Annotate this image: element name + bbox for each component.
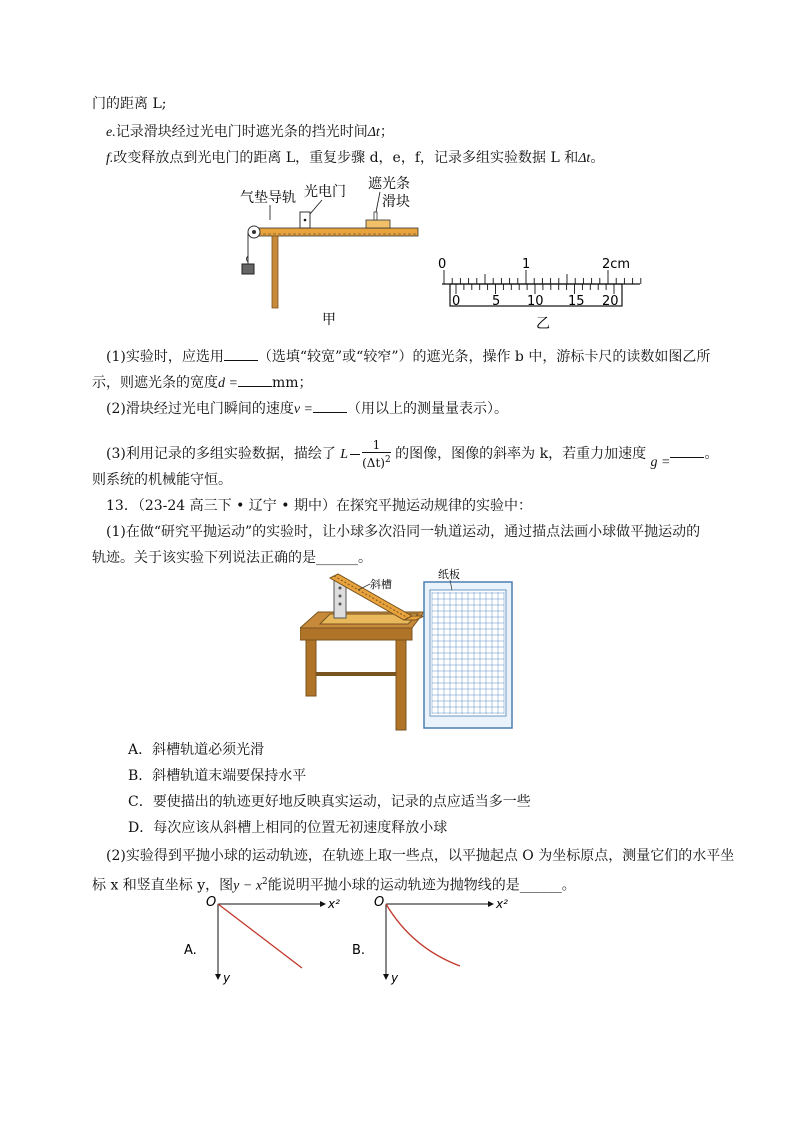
- vernier-caliper: [438, 257, 641, 309]
- figure-air-track-and-vernier: [230, 172, 650, 332]
- step-e-text: 记录滑块经过光电门时遮光条的挡光时间: [115, 124, 368, 140]
- label-paper-board: 纸板: [438, 568, 460, 581]
- graph-b-origin: O: [374, 895, 385, 910]
- option-d[interactable]: [128, 818, 447, 838]
- q12-part3-end: [92, 470, 232, 490]
- main-scale-ticks: [444, 270, 641, 284]
- q13-p2-expr: y − x: [233, 878, 263, 894]
- option-c[interactable]: [128, 792, 531, 812]
- step-f-end: 。: [590, 150, 605, 166]
- q13-p2a: (2)实验得到平抛小球的运动轨迹，在轨迹上取一些点，以平抛起点 O 为坐标原点，测量它们的水平坐: [106, 848, 735, 864]
- graph-a-origin: O: [206, 895, 217, 910]
- q12-p2b: （用以上的测量量表示）。: [347, 401, 509, 417]
- step-f-var: Δt: [578, 151, 591, 166]
- main-scale-label-1: 1: [522, 257, 531, 272]
- q13-p2c: 能说明平抛小球的运动轨迹为抛物线的是______。: [267, 877, 576, 894]
- q13-p2b: 标 x 和竖直坐标 y，图: [92, 877, 234, 894]
- table-leg: [272, 236, 278, 308]
- graph-b-curve: [386, 904, 460, 966]
- q12-part3: [106, 438, 718, 470]
- main-scale-label-0: 0: [438, 257, 447, 272]
- slider-block: [366, 220, 390, 228]
- step-e: [106, 122, 394, 143]
- option-c-text: C．要使描出的轨迹更好地反映真实运动，记录的点应适当多一些: [128, 794, 531, 810]
- option-b-text: B．斜槽轨道末端要保持水平: [128, 768, 307, 784]
- q12-p1b: （选填“较宽”或“较窄”）的遮光条，操作 b 中，游标卡尺的读数如图乙所: [257, 349, 711, 365]
- main-scale-label-2: 2cm: [602, 257, 631, 272]
- step-e-end: ；: [379, 124, 394, 140]
- answer-blank-width-value[interactable]: [238, 372, 272, 387]
- q12-p3c: 。: [704, 446, 719, 462]
- q12-p1c: 示，则遮光条的宽度: [92, 375, 218, 391]
- step-f-text: 改变释放点到光电门的距离 L，重复步骤 d，e，f，记录多组实验数据 L 和: [113, 150, 579, 166]
- q13-p2-exp: 2: [262, 877, 268, 887]
- answer-blank-gravity[interactable]: [670, 443, 704, 458]
- graph-b[interactable]: [352, 895, 508, 985]
- q13-p1a: (1)在做“研究平抛运动”的实验时，让小球多次沿同一轨道运动，通过描点法画小球做平抛运动的: [106, 524, 701, 540]
- caption-yi: 乙: [536, 316, 550, 332]
- q12-p3a: (3)利用记录的多组实验数据，描绘了: [106, 446, 336, 462]
- q12-p1-unit: mm；: [271, 375, 313, 391]
- q12-d-var: d =: [218, 376, 238, 391]
- graph-a-x-label: x²: [328, 897, 340, 911]
- vernier-label-15: 15: [568, 294, 585, 309]
- q12-L-var: L: [340, 447, 349, 462]
- q13-p1b: 轨迹。关于该实验下列说法正确的是______。: [92, 550, 372, 566]
- q12-p2a: (2)滑块经过光电门瞬间的速度: [106, 401, 294, 417]
- q12-part1-line1: [106, 346, 710, 367]
- step-f: [106, 148, 604, 169]
- graph-a[interactable]: [184, 895, 340, 985]
- step-e-label: e.: [106, 125, 116, 140]
- option-a[interactable]: [128, 740, 264, 760]
- q12-fraction: [362, 438, 391, 470]
- figure-projectile-apparatus: [300, 562, 518, 732]
- option-b[interactable]: [128, 766, 306, 786]
- q13-part2-line1: [106, 846, 734, 866]
- vernier-label-5: 5: [492, 294, 501, 309]
- q13-part1-line1: [106, 522, 700, 542]
- graph-b-x-label: x²: [496, 897, 508, 911]
- graph-a-label: A.: [184, 943, 197, 958]
- q12-g-var: g =: [650, 455, 671, 470]
- table-leg-left: [306, 640, 316, 696]
- air-track-rail: [254, 228, 418, 236]
- q12-part2: [106, 398, 508, 420]
- q12-p1a: (1)实验时，应选用: [106, 349, 224, 365]
- graph-a-y-label: y: [223, 971, 231, 985]
- vernier-label-10: 10: [527, 294, 544, 309]
- q13-heading: [106, 496, 532, 516]
- q12-v-var: v =: [293, 402, 314, 417]
- label-photogate: 光电门: [304, 184, 346, 200]
- q12-p3b: 的图像，图像的斜率为 k，若重力加速度: [395, 446, 647, 462]
- q12-part1-line2: [92, 372, 313, 394]
- option-d-text: D．每次应该从斜槽上相同的位置无初速度释放小球: [128, 820, 448, 836]
- label-shading-strip: 遮光条: [368, 176, 410, 192]
- hanging-weight: [242, 264, 254, 274]
- vernier-label-0: 0: [452, 294, 461, 309]
- distance-text: 门的距离 L;: [92, 96, 167, 112]
- q12-frac-num: 1: [362, 438, 391, 453]
- q12-frac-exp: 2: [384, 455, 391, 465]
- answer-blank-velocity[interactable]: [313, 398, 347, 413]
- graph-a-line: [218, 904, 302, 968]
- graph-b-label: B.: [352, 943, 366, 958]
- step-e-var: Δt: [367, 125, 380, 140]
- vernier-label-20: 20: [602, 294, 619, 309]
- graph-b-y-label: y: [391, 971, 399, 985]
- text-line-distance: [92, 94, 166, 114]
- graph-options: [176, 890, 516, 990]
- step-f-label: f.: [106, 151, 114, 166]
- answer-blank-width-choice[interactable]: [224, 346, 258, 361]
- caption-jia: 甲: [322, 312, 336, 328]
- q13-head-text: 13．（23-24 高三下 • 辽宁 • 期中）在探究平抛运动规律的实验中：: [106, 498, 532, 514]
- q12-p3d: 则系统的机械能守恒。: [92, 472, 232, 488]
- table-leg-right: [396, 640, 406, 730]
- option-a-text: A．斜槽轨道必须光滑: [128, 742, 265, 758]
- vernier-scale-ticks: [456, 284, 614, 294]
- label-air-track: 气垫导轨: [240, 190, 296, 206]
- shading-strip: [374, 212, 377, 220]
- q12-frac-den: (Δt): [362, 456, 385, 470]
- label-slider: 滑块: [382, 194, 410, 210]
- label-chute: 斜槽: [370, 578, 392, 591]
